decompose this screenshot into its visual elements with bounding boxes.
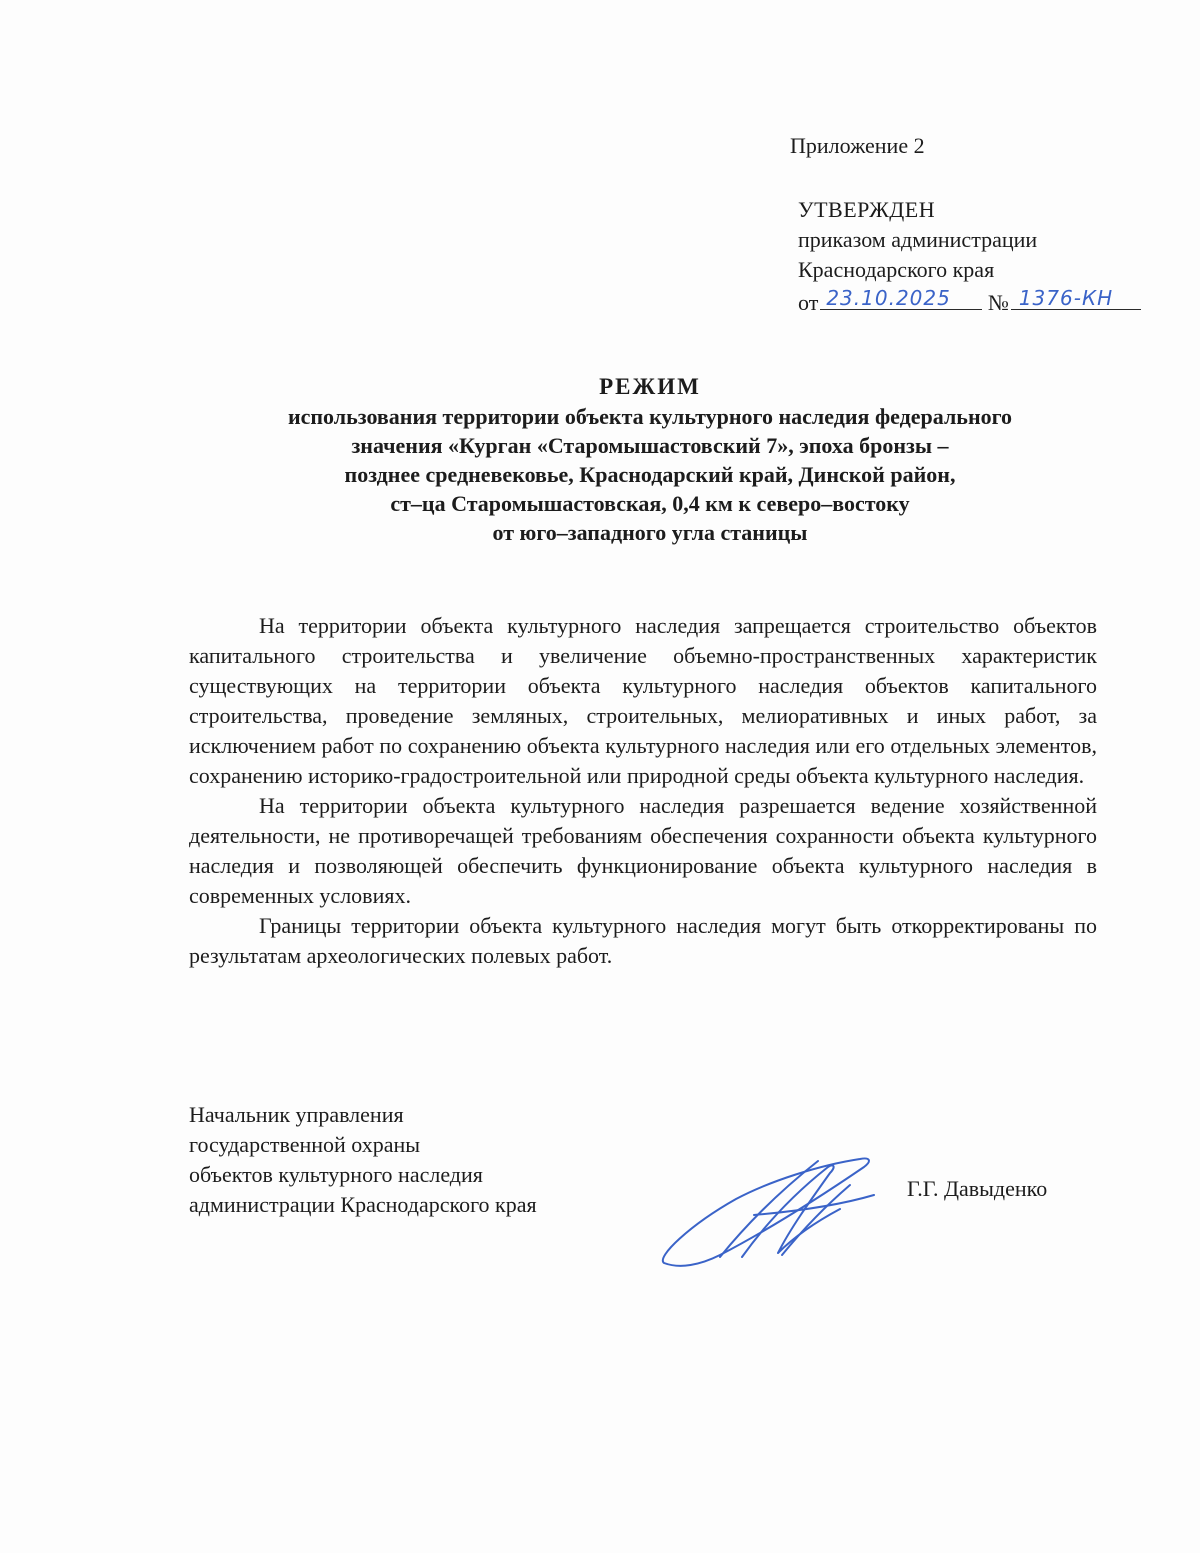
position-line: государственной охраны xyxy=(189,1132,421,1157)
approval-stamp-block xyxy=(798,195,1141,318)
order-number-handwritten: 1376-КН xyxy=(1018,286,1114,310)
title-line: использования территории объекта культурного наследия федерального xyxy=(287,404,1013,429)
body-paragraph-permissions: На территории объекта культурного наследия разрешается ведение хозяйственной деятельности, не противоречащей требованиям обеспечения сохранности объекта культурного наследия и позволяющей обеспечить функционирование объекта культурного наследия в современных условиях. xyxy=(189,793,1097,908)
signatory-position xyxy=(189,1100,537,1220)
annex-label: Приложение 2 xyxy=(790,133,925,158)
title-line: значения «Курган «Старомышастовский 7», эпоха бронзы – xyxy=(351,433,949,458)
body-paragraph-prohibitions: На территории объекта культурного наследия запрещается строительство объектов капитального строительства и увеличение объемно-пространственных характеристик существующих на территории объекта культурного наследия объектов капитального строительства, проведение земляных, строительных, мелиоративных и иных работ, за исключением работ по сохранению объекта культурного наследия или его отдельных элементов, сохранению историко-градостроительной или природной среды объекта культурного наследия. xyxy=(189,613,1097,788)
title-line: от юго–западного угла станицы xyxy=(492,520,808,545)
approved-by-line-1: приказом администрации xyxy=(798,227,1038,252)
position-line: объектов культурного наследия xyxy=(189,1162,483,1187)
order-number-field xyxy=(1011,285,1141,310)
title-line: ст–ца Старомышастовская, 0,4 км к северо–востоку xyxy=(390,491,910,516)
order-reference-line xyxy=(798,285,1141,318)
number-prefix: № xyxy=(987,290,1009,315)
title-heading: РЕЖИМ xyxy=(599,374,701,399)
body-paragraph-boundaries: Границы территории объекта культурного наследия могут быть откорректированы по результатам археологических полевых работ. xyxy=(189,913,1097,968)
document-body xyxy=(189,611,1097,971)
order-date-field xyxy=(820,285,982,310)
date-prefix: от xyxy=(798,290,819,315)
order-date-handwritten: 23.10.2025 xyxy=(826,286,951,310)
approved-by-line-2: Краснодарского края xyxy=(798,257,995,282)
title-line: позднее средневековье, Краснодарский край, Динской район, xyxy=(344,462,956,487)
document-title xyxy=(140,372,1160,547)
position-line: администрации Краснодарского края xyxy=(189,1192,537,1217)
handwritten-signature xyxy=(650,1145,880,1275)
signatory-name: Г.Г. Давыденко xyxy=(907,1176,1048,1201)
approved-label: УТВЕРЖДЕН xyxy=(798,197,936,222)
position-line: Начальник управления xyxy=(189,1102,404,1127)
